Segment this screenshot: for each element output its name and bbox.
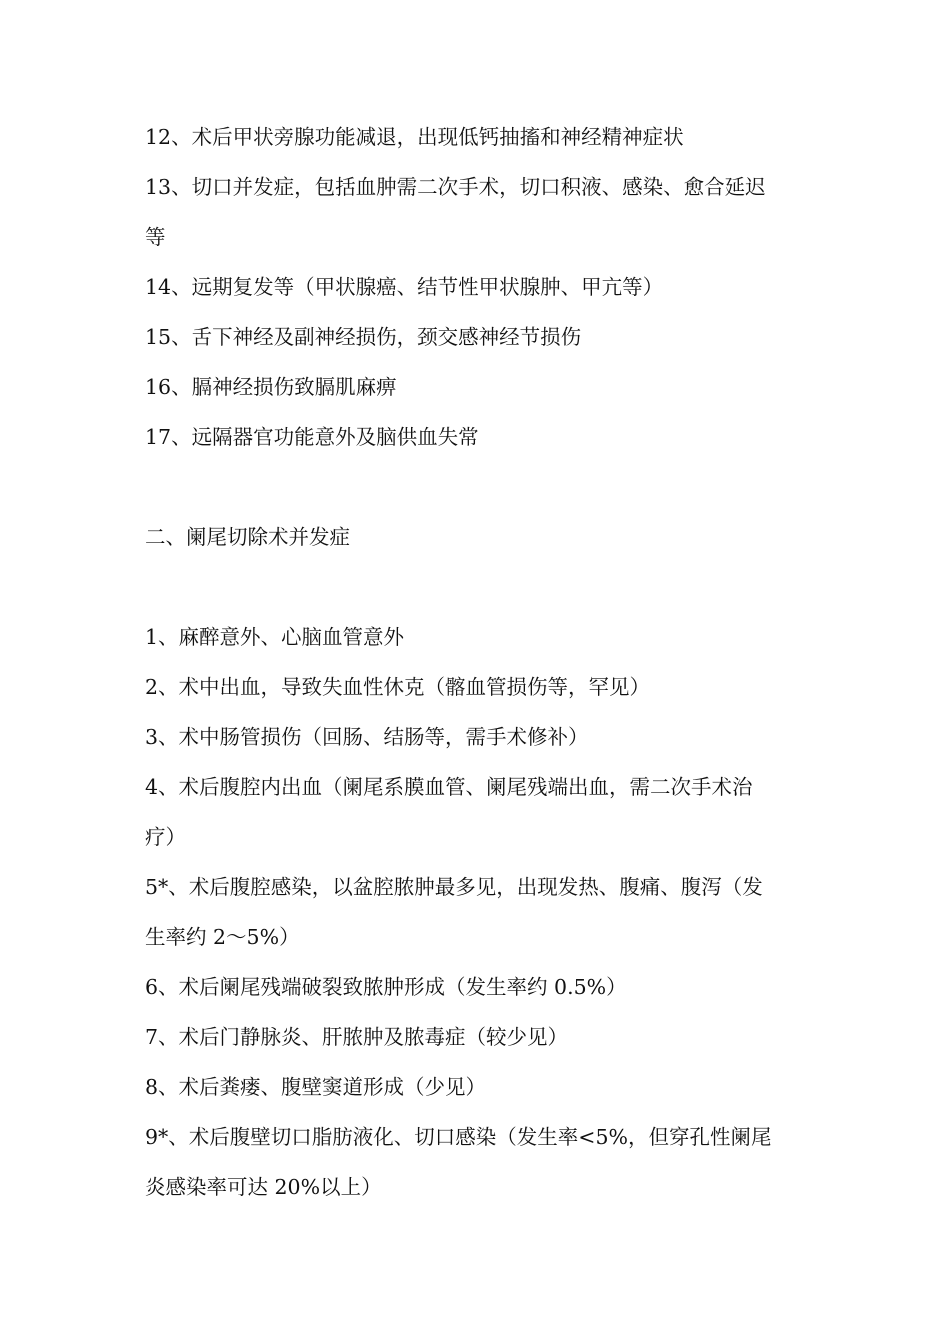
list-item-line: 6、术后阑尾残端破裂致脓肿形成（发生率约 0.5%）	[145, 975, 627, 999]
blank-line	[145, 462, 810, 512]
list-item	[145, 262, 810, 312]
list-item-line: 1、麻醉意外、心脑血管意外	[145, 625, 405, 649]
list-item	[145, 962, 810, 1012]
blank-line	[145, 562, 810, 612]
list-item-line: 疗）	[145, 825, 186, 849]
list-item	[145, 762, 810, 862]
list-item	[145, 112, 810, 162]
list-item-line: 13、切口并发症，包括血肿需二次手术，切口积液、感染、愈合延迟	[145, 175, 766, 199]
list-item-line: 3、术中肠管损伤（回肠、结肠等，需手术修补）	[145, 725, 589, 749]
list-item	[145, 362, 810, 412]
list-item-line: 14、远期复发等（甲状腺癌、结节性甲状腺肿、甲亢等）	[145, 275, 664, 299]
list-item-line: 15、舌下神经及副神经损伤，颈交感神经节损伤	[145, 325, 582, 349]
list-item	[145, 662, 810, 712]
list-item-line: 等	[145, 225, 166, 249]
list-item-line: 炎感染率可达 20%以上）	[145, 1175, 382, 1199]
list-item	[145, 162, 810, 262]
list-item	[145, 312, 810, 362]
list-item-line: 4、术后腹腔内出血（阑尾系膜血管、阑尾残端出血，需二次手术治	[145, 775, 753, 799]
list-item-line: 生率约 2～5%）	[145, 925, 300, 949]
list-item	[145, 1062, 810, 1112]
section-heading-text: 二、阑尾切除术并发症	[145, 525, 350, 549]
list-item	[145, 612, 810, 662]
list-item-line: 2、术中出血，导致失血性休克（髂血管损伤等，罕见）	[145, 675, 651, 699]
list-item	[145, 712, 810, 762]
list-item-line: 7、术后门静脉炎、肝脓肿及脓毒症（较少见）	[145, 1025, 569, 1049]
list-item-line: 5*、术后腹腔感染，以盆腔脓肿最多见，出现发热、腹痛、腹泻（发	[145, 875, 763, 899]
list-item	[145, 1112, 810, 1212]
list-item-line: 8、术后粪瘘、腹壁窦道形成（少见）	[145, 1075, 487, 1099]
list-item-line: 12、术后甲状旁腺功能减退，出现低钙抽搐和神经精神症状	[145, 125, 684, 149]
list-item	[145, 412, 810, 462]
list-item	[145, 862, 810, 962]
document-body	[145, 112, 810, 1212]
list-item-line: 9*、术后腹壁切口脂肪液化、切口感染（发生率<5%，但穿孔性阑尾	[145, 1125, 772, 1149]
list-item	[145, 1012, 810, 1062]
list-item-line: 17、远隔器官功能意外及脑供血失常	[145, 425, 479, 449]
list-item-line: 16、膈神经损伤致膈肌麻痹	[145, 375, 397, 399]
section-heading	[145, 512, 810, 562]
